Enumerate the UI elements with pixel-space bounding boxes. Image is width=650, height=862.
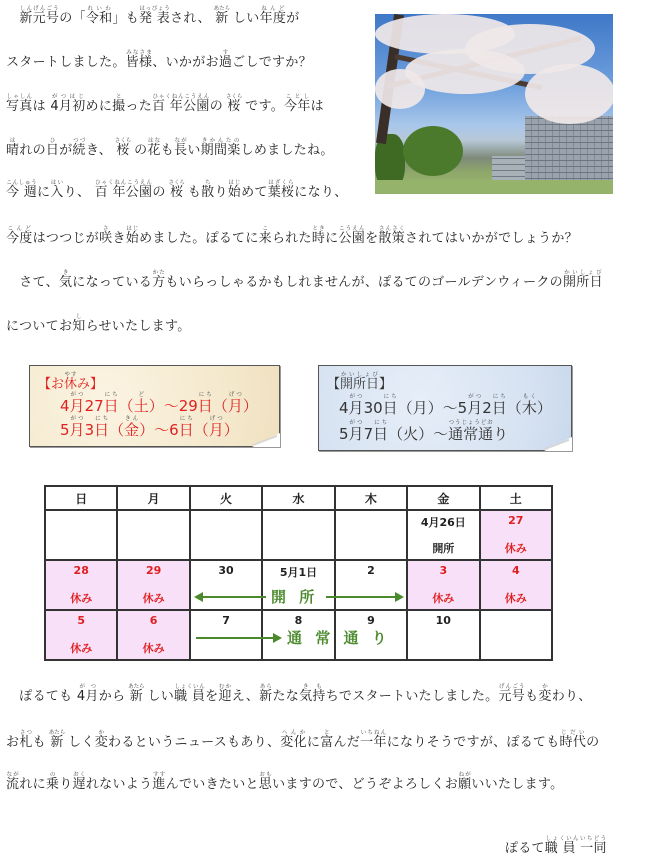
ruby-word: 続つづ [72, 138, 86, 158]
furigana: にち [94, 416, 110, 422]
furigana: か [94, 730, 109, 736]
ruby-word: 時代じだい [559, 730, 587, 750]
furigana: むか [218, 684, 232, 690]
furigana: さんさく [378, 226, 405, 232]
furigana: こんど [6, 226, 33, 232]
ruby-word: 新あたら [48, 730, 66, 750]
ruby-word: 一年いちねん [360, 730, 387, 750]
day-status: 開所 [432, 542, 455, 555]
calendar-day [335, 510, 407, 560]
furigana: げんごう [498, 684, 526, 690]
open-days-note [318, 365, 572, 451]
ruby-word: 新あら [259, 684, 273, 704]
ruby-word: 月がつ [348, 420, 364, 443]
ruby-word: 写真しゃしん [6, 94, 33, 114]
ruby-word: 令和れいわ [85, 6, 113, 26]
furigana: がつ [467, 394, 483, 400]
furigana: きも [299, 684, 326, 690]
furigana: こんしゅう [6, 180, 38, 186]
closing-line: 流ながれに乗のり遅おくれないよう進すすんでいきたいと思おもいますので、どうぞよろしくお願ねがいいたします。 [6, 772, 564, 792]
furigana: げつ [227, 392, 243, 398]
ruby-word: 月がつ [69, 416, 85, 439]
ruby-word: 公園こうえん [338, 226, 366, 246]
furigana: しょくいんいちどう [544, 836, 607, 842]
furigana: にち [178, 416, 194, 422]
furigana: の [45, 772, 60, 778]
ruby-word: 新元号しんげんごう [19, 6, 60, 26]
furigana: にち [197, 392, 213, 398]
intro-line: 今度こんどはつつじが咲さき始はじめました。ぽるてに来こられた時ときに公園こうえんを散策さんさくされてはいかがでしょうか？ [6, 226, 578, 246]
calendar-week-row [45, 510, 552, 560]
ruby-word: 気き [58, 270, 73, 290]
furigana: がつ [76, 684, 99, 690]
ruby-word: 葉桜はざくら [267, 180, 295, 200]
ruby-word: 日にち [103, 392, 119, 415]
furigana: さくら [168, 180, 186, 186]
intro-line: についてお知しらせいたします。 [6, 314, 191, 334]
day-number: 4 [511, 564, 520, 577]
day-number: 29 [145, 564, 162, 577]
furigana: おも [258, 772, 273, 778]
furigana: と [112, 94, 126, 100]
furigana: しゃしん [6, 94, 33, 100]
furigana: がつ [348, 394, 364, 400]
building-shape [525, 116, 613, 184]
furigana: はじ [227, 180, 242, 186]
day-number: 5月1日 [279, 566, 318, 579]
weekday-header: 日 [45, 486, 117, 510]
calendar-day-holiday [117, 560, 189, 610]
weekday-header: 月 [117, 486, 189, 510]
ruby-word: 4月がつ [76, 684, 99, 704]
calendar-day [190, 610, 262, 660]
ruby-word: 日にち [382, 394, 398, 417]
cherry-blossom-photo [375, 14, 613, 194]
ruby-word: 月げつ [227, 392, 243, 415]
ruby-word: 富と [320, 730, 334, 750]
furigana: しょくいん [174, 684, 206, 690]
day-number: 2 [367, 564, 375, 577]
day-number: 27 [508, 514, 524, 527]
ruby-word: 休やす [64, 372, 78, 392]
intro-line: 写真しゃしんは 4月初がつはじめに撮とった百 年公園ひゃくねんこうえんの 桜さくら です。今年ことしは [6, 94, 324, 114]
furigana: もく [521, 394, 537, 400]
ruby-word: 晴は [6, 138, 20, 158]
calendar-day [407, 610, 479, 660]
calendar-day [190, 510, 262, 560]
furigana: と [320, 730, 334, 736]
blossom-shape [525, 64, 613, 124]
ruby-word: 流なが [6, 772, 20, 792]
calendar-day [262, 510, 334, 560]
ruby-word: 月がつ [467, 394, 483, 417]
ruby-word: 札さつ [19, 730, 33, 750]
intro-line: さて、気きになっている方かたもいらっしゃるかもしれませんが、ぽるてのゴールデンウィークの開所日かいしょび [6, 270, 603, 290]
ruby-word: 始はじ [227, 180, 242, 200]
furigana: じだい [559, 730, 587, 736]
ruby-word: 金きん [124, 416, 140, 439]
ruby-word: 桜さくら [114, 138, 132, 158]
ruby-word: 桜さくら [225, 94, 243, 114]
holiday-note [29, 365, 280, 447]
ruby-word: 思おも [258, 772, 273, 792]
ruby-word: 職 員 一同しょくいんいちどう [544, 836, 607, 856]
open-days-range: 5月がつ7日にち（火）～通常通つうじょうどおり [339, 420, 509, 443]
day-number: 3 [439, 564, 448, 577]
ruby-word: 変化へんか [280, 730, 307, 750]
ruby-word: 知し [72, 314, 86, 334]
calendar-day [407, 510, 479, 560]
calendar-day [117, 510, 189, 560]
calendar-day-holiday [407, 560, 479, 610]
ruby-word: 開所日かいしょび [340, 372, 380, 392]
weekday-header: 火 [190, 486, 262, 510]
furigana: ひゃくねんこうえん [152, 94, 210, 100]
day-status: 休み [504, 542, 527, 555]
ruby-word: 百 年公園ひゃくねんこうえん [152, 94, 210, 114]
furigana: ひ [45, 138, 60, 144]
furigana: か [538, 684, 552, 690]
closing-line: ぽるても 4月がつから 新あたら しい職 員しょくいんを迎むかえ、新あらたな気持きもちでスタートいたしました。元号げんごうも変かわり、 [6, 684, 592, 704]
calendar-day-holiday [480, 560, 552, 610]
furigana: しんげんごう [19, 6, 60, 12]
furigana: ど [133, 392, 149, 398]
furigana: ち [201, 180, 215, 186]
ruby-word: 皆様みなさま [125, 50, 153, 70]
furigana: なが [6, 772, 20, 778]
calendar-day [45, 510, 117, 560]
ruby-word: 日にち [94, 416, 110, 439]
weekday-header: 水 [262, 486, 334, 510]
intro-line: スタートしました。皆様みなさま、いかがお過すごしですか？ [6, 50, 312, 70]
furigana: こうえん [338, 226, 366, 232]
ruby-word: 百 年公園ひゃくねんこうえん [94, 180, 153, 200]
furigana: とき [311, 226, 326, 232]
furigana: すす [152, 772, 166, 778]
intro-line: 新元号しんげんごうの「令和れいわ」も発 表はっぴょうされ、 新あたら しい年度ねんどが [19, 6, 300, 26]
furigana: さ [99, 226, 113, 232]
arrow-right-icon [326, 596, 402, 598]
ruby-word: 過す [218, 50, 233, 70]
ruby-word: 通常通つうじょうどお [448, 420, 494, 443]
arrow-right-icon [196, 637, 280, 639]
intro-line: 晴はれの日ひが続つづき、 桜さくら の花はなも長ながい期間楽きかんたのしめましたね。 [6, 138, 334, 158]
ruby-word: 今度こんど [6, 226, 33, 246]
calendar-day [480, 610, 552, 660]
ruby-word: 日にち [178, 416, 194, 439]
day-status: 休み [432, 592, 455, 605]
furigana: げつ [208, 416, 224, 422]
open-label: 開 所 [271, 588, 319, 606]
furigana: にち [382, 394, 398, 400]
furigana: あたら [128, 684, 145, 690]
furigana: にち [103, 392, 119, 398]
ruby-word: 期間楽きかんたの [200, 138, 241, 158]
ruby-word: 新あたら [213, 6, 231, 26]
furigana: はじ [125, 226, 140, 232]
furigana: あら [259, 684, 273, 690]
closing-line: お札さつも 新あたら しく変かわるというニュースもあり、変化へんかに富とんだ一年いちねんになりそうですが、ぽるても時代じだいの [6, 730, 600, 750]
furigana: へんか [280, 730, 307, 736]
ruby-word: 撮と [112, 94, 126, 114]
ruby-word: 乗の [45, 772, 60, 792]
ruby-word: 散策さんさく [378, 226, 406, 246]
signature: ぽるて職 員 一同しょくいんいちどう [505, 836, 607, 856]
furigana: はっぴょう [139, 6, 171, 12]
furigana: こ [258, 226, 272, 232]
open-days-note-title: 【開所日かいしょび】 [327, 372, 393, 392]
calendar-day [335, 560, 407, 610]
furigana: あたら [48, 730, 66, 736]
ruby-word: 長なが [174, 138, 188, 158]
arrow-left-icon [196, 596, 266, 598]
day-status: 休み [504, 592, 527, 605]
furigana: かいしょび [340, 372, 380, 378]
calendar-day [190, 560, 262, 610]
holiday-note-title: 【お休やすみ】 [38, 372, 104, 392]
furigana: さくら [114, 138, 132, 144]
lawn-shape [375, 180, 613, 194]
furigana: かた [152, 270, 166, 276]
furigana: す [218, 50, 233, 56]
tree-shape [403, 126, 463, 176]
day-status: 休み [142, 592, 165, 605]
calendar-day-holiday [480, 510, 552, 560]
day-number: 4月26日 [420, 516, 466, 529]
furigana: れいわ [85, 6, 113, 12]
day-number: 28 [73, 564, 89, 577]
ruby-word: 時とき [311, 226, 326, 246]
day-number: 30 [218, 564, 234, 577]
ruby-word: 月げつ [208, 416, 224, 439]
ruby-word: 進すす [152, 772, 166, 792]
furigana: にち [373, 420, 389, 426]
furigana: ねが [458, 772, 472, 778]
furigana: ねんど [259, 6, 287, 12]
ruby-word: 月がつ [69, 392, 85, 415]
ruby-word: 年度ねんど [259, 6, 287, 26]
furigana: つづ [72, 138, 86, 144]
ruby-word: 気持きも [299, 684, 326, 704]
furigana: がつ [69, 416, 85, 422]
intro-line: 今 週こんしゅうに入はいり、 百 年公園ひゃくねんこうえんの 桜さくら も散ちり始はじめて葉桜はざくらになり、 [6, 180, 348, 200]
ruby-word: 土ど [133, 392, 149, 415]
furigana: がつ [69, 392, 85, 398]
ruby-word: 新あたら [128, 684, 145, 704]
open-days-range: 4月がつ30日にち（月）～5月がつ2日にち（木もく） [339, 394, 552, 417]
day-number: 10 [435, 614, 451, 627]
weekday-header: 木 [335, 486, 407, 510]
furigana: さくら [225, 94, 243, 100]
furigana: はな [147, 138, 161, 144]
calendar-header-row [45, 486, 552, 510]
furigana: かいしょび [562, 270, 603, 276]
ruby-word: 花はな [147, 138, 161, 158]
day-number: 8 [294, 614, 303, 627]
ruby-word: 遅おく [72, 772, 86, 792]
ruby-word: 月がつ [348, 394, 364, 417]
furigana: みなさま [125, 50, 153, 56]
holiday-range: 4月がつ27日にち（土ど）～29日にち（月げつ） [60, 392, 258, 415]
ruby-word: 始はじ [125, 226, 140, 246]
furigana: はざくら [267, 180, 295, 186]
furigana: がつはじ [50, 94, 86, 100]
ruby-word: 入はい [50, 180, 64, 200]
ruby-word: 来こ [258, 226, 272, 246]
furigana: はい [50, 180, 64, 186]
furigana: さつ [19, 730, 33, 736]
calendar-day-holiday [117, 610, 189, 660]
calendar-day-holiday [45, 610, 117, 660]
furigana: し [72, 314, 86, 320]
furigana: やす [64, 372, 78, 378]
weekday-header: 金 [407, 486, 479, 510]
day-status: 休み [70, 642, 93, 655]
ruby-word: 迎むか [218, 684, 232, 704]
holiday-range: 5月がつ3日にち（金きん）～6日にち（月げつ） [60, 416, 239, 439]
blossom-shape [375, 69, 425, 109]
furigana: つうじょうどお [448, 420, 494, 426]
day-number: 6 [149, 614, 158, 627]
furigana: ひゃくねんこうえん [94, 180, 153, 186]
ruby-word: 4月初がつはじ [50, 94, 86, 114]
day-number: 5 [77, 614, 86, 627]
ruby-word: 日にち [491, 394, 507, 417]
ruby-word: 咲さ [99, 226, 113, 246]
normal-hours-label: 通 常 通 り [287, 629, 391, 647]
furigana: がつ [348, 420, 364, 426]
furigana: きかんたの [200, 138, 241, 144]
ruby-word: 発 表はっぴょう [139, 6, 171, 26]
day-number: 9 [367, 614, 375, 627]
furigana: き [58, 270, 73, 276]
ruby-word: 職 員しょくいん [174, 684, 206, 704]
ruby-word: 日にち [197, 392, 213, 415]
ruby-word: 変か [94, 730, 109, 750]
ruby-word: 散ち [201, 180, 215, 200]
furigana: は [6, 138, 20, 144]
ruby-word: 元号げんごう [498, 684, 526, 704]
ruby-word: 木もく [521, 394, 537, 417]
furigana: いちねん [360, 730, 387, 736]
ruby-word: 願ねが [458, 772, 472, 792]
furigana: きん [124, 416, 140, 422]
ruby-word: 方かた [152, 270, 166, 290]
furigana: あたら [213, 6, 231, 12]
day-status: 休み [70, 592, 93, 605]
ruby-word: 変か [538, 684, 552, 704]
ruby-word: 今 週こんしゅう [6, 180, 38, 200]
day-number: 7 [222, 614, 230, 627]
ruby-word: 日ひ [45, 138, 60, 158]
furigana: おく [72, 772, 86, 778]
furigana: にち [491, 394, 507, 400]
ruby-word: 桜さくら [168, 180, 186, 200]
calendar-day-holiday [45, 560, 117, 610]
day-status: 休み [142, 642, 165, 655]
ruby-word: 日にち [373, 420, 389, 443]
furigana: なが [174, 138, 188, 144]
furigana: ことし [284, 94, 311, 100]
ruby-word: 今年ことし [284, 94, 311, 114]
ruby-word: 開所日かいしょび [562, 270, 603, 290]
weekday-header: 土 [480, 486, 552, 510]
